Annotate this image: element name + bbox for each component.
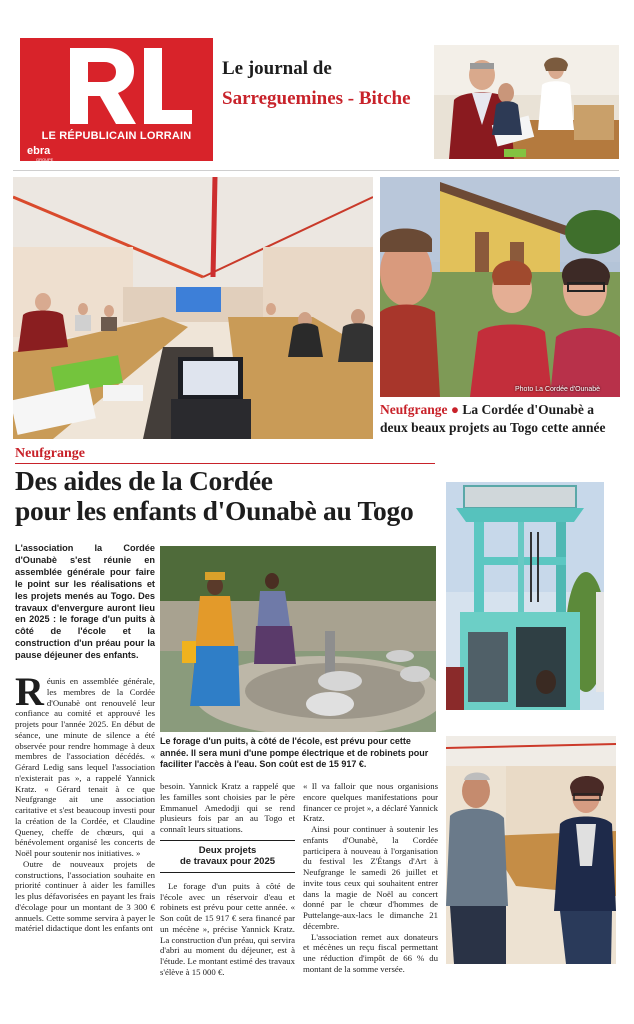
article-chapeau: L'association la Cordée d'Ounabè s'est réunie en assemblée générale pour faire le point sur les réalisations et les projets menés au Togo. Des travaux d'envergure auront lieu en 2025 : le forage d'un puits à côté de l'école et la construction d'un préau pour la pause déjeuner des enfants. xyxy=(15,543,155,661)
edition-city: Sarreguemines - Bitche xyxy=(222,88,411,109)
section-divider xyxy=(13,170,619,171)
article-kicker: Neufgrange xyxy=(15,446,85,461)
top-story-headline[interactable] xyxy=(380,401,620,437)
headline-line-1: Des aides de la Cordée xyxy=(15,465,273,496)
rl-logo-icon xyxy=(20,38,213,134)
paragraph: L'association remet aux donateurs et mécènes un reçu fiscal permettant une réduction d'impôt de 66 % du montant de la somme versée. xyxy=(303,931,438,974)
article-subhead xyxy=(160,840,295,873)
article-column-1 xyxy=(15,669,155,934)
article-headline[interactable] xyxy=(15,466,445,526)
subhead-line-2: de travaux pour 2025 xyxy=(179,856,276,868)
subhead-line-1: Deux projets xyxy=(198,844,257,856)
ebra-logo: ebra xyxy=(27,145,51,157)
journal-label: Le journal de xyxy=(222,58,332,79)
newspaper-logo xyxy=(20,38,213,161)
headline-line-2: pour les enfants d'Ounabè au Togo xyxy=(15,495,414,526)
paragraph: Ainsi pour continuer à soutenir les enfants d'Ounabè, la Cordée participera à nouveau à l'organisation du festival les Z'Étangs d'Art à Neufgrange le samedi 26 juillet et invite tous ceux qui souhaitent entrer dans la magie de Noël au concert donné par le chœur d'hommes de Puttelange-aux-lacs le dimanche 21 décembre. xyxy=(303,824,438,931)
article-column-2 xyxy=(160,781,295,978)
top-story-kicker: Neufgrange xyxy=(380,402,448,417)
top-story-title: La Cordée d'Ounabè a deux beaux projets au Togo cette année xyxy=(380,402,606,435)
water-tower-photo xyxy=(446,482,604,710)
photo-credit: Photo La Cordée d'Ounabè xyxy=(514,386,600,393)
drop-cap: R xyxy=(15,669,44,714)
logo-subtitle: LE RÉPUBLICAIN LORRAIN xyxy=(41,130,192,142)
paragraph: Outre de nouveaux projets de constructions, l'association souhaite en priorité continuer à aider les familles les plus défavorisées en payant les frais d'écolage pour un montant de 3 300 € annuels. Cette somme servira à payer le matériel didactique dont les enfants ont xyxy=(15,858,155,934)
women-at-well-photo xyxy=(160,546,436,732)
bullet-icon: ● xyxy=(450,402,460,417)
couple-in-hall-photo xyxy=(446,736,616,964)
kicker-rule xyxy=(15,463,435,464)
article-column-3 xyxy=(303,781,438,975)
paragraph: besoin. Yannick Kratz a rappelé que les familles sont choisies par le père Emmanuel Amedodji qui se rend plusieurs fois par an au Togo et connaît leurs situations. xyxy=(160,781,295,834)
paragraph: Le forage d'un puits à côté de l'école avec un réservoir d'eau et robinets est prévu pour cette année. « Son coût de 15 917 € sera financé par un mécène », précise Yannick Kratz. La construction d'un préau, qui servira d'abri au moment du déjeuner, est à l'étude. Le montant estimé des travaux s'élève à 15 000 €. xyxy=(160,880,295,977)
group-selfie-togo-photo xyxy=(380,177,620,397)
meeting-room-photo xyxy=(13,177,373,439)
paragraph: « Il va falloir que nous organisions encore quelques manifestations pour financer ce projet », a déclaré Yannick Kratz. xyxy=(303,781,438,824)
paragraph: éunis en assemblée générale, les membres de la Cordée d'Ounabè ont renouvelé leur confiance au comité et approuvé les projets pour l'année 2025. En début de séance, une minute de silence a été observée pour rendre hommage à deux membres de l'association décédés. « Gérard Ledig sans lequel l'association n'existerait pas », a rappelé Yannick Kratz. « Gérard tenait à ce que Neufgrange ait une association caritative et s'est beaucoup investi pour la création de la Cordée, et Claudine Queney, cheffe de chœurs, qui a bénévolement organisé les concerts de Noël pour soutenir nos initiatives. » xyxy=(15,676,155,858)
well-photo-caption: Le forage d'un puits, à côté de l'école, est prévu pour cette année. Il sera muni d'une pompe électrique et de robinets pour faciliter l'accès à l'eau. Son coût est de 15 917 €. xyxy=(160,736,429,770)
men-at-meeting-photo xyxy=(434,45,619,159)
ebra-subtitle: GROUPE xyxy=(36,157,54,162)
